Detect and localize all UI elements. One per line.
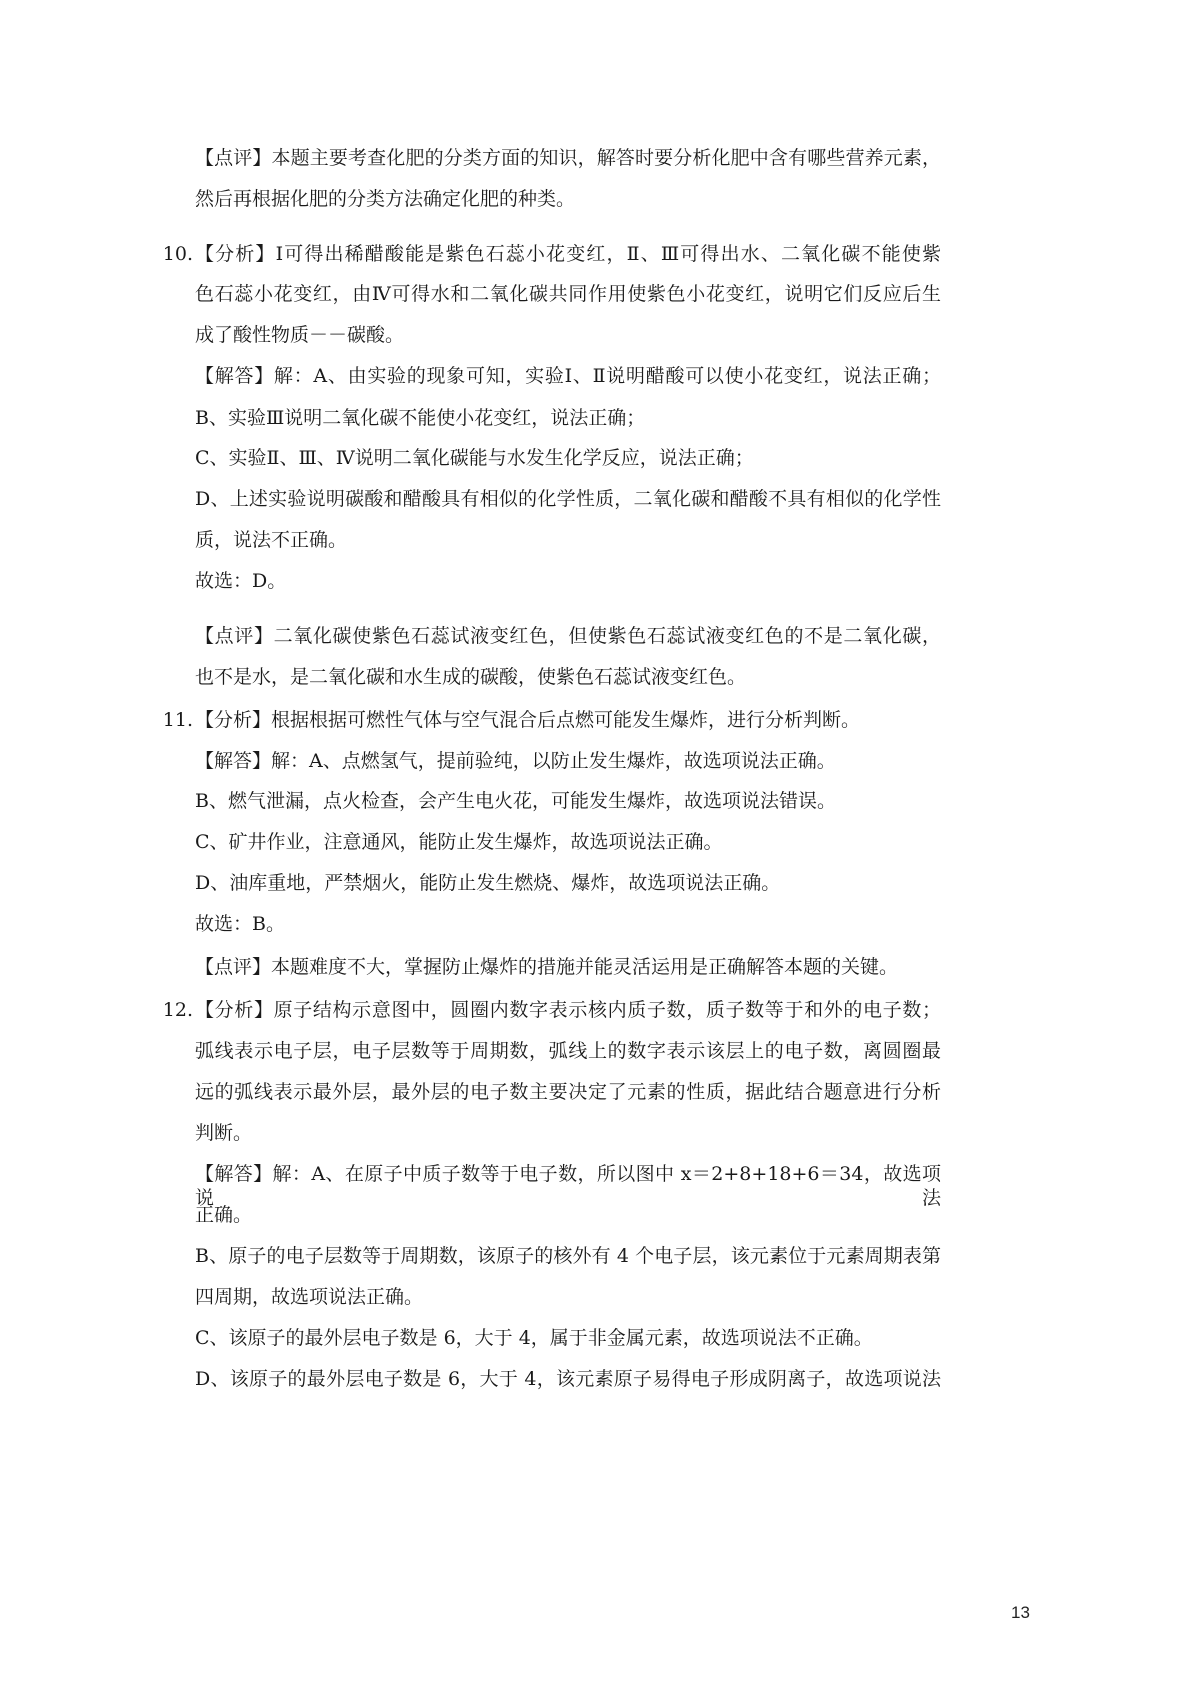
line-text: 故选：D。 <box>195 570 287 592</box>
line-text: C、实验Ⅱ、Ⅲ、Ⅳ说明二氧化碳能与水发生化学反应，说法正确； <box>195 447 754 469</box>
text-line <box>195 871 780 895</box>
text-line <box>195 569 286 593</box>
line-text: C、矿井作业，注意通风，能防止发生爆炸，故选项说法正确。 <box>195 831 723 853</box>
text-line <box>195 1121 252 1145</box>
text-line <box>195 665 746 689</box>
line-text: 【点评】本题主要考查化肥的分类方面的知识，解答时要分析化肥中含有哪些营养元素， <box>195 147 941 169</box>
text-line <box>195 446 754 470</box>
line-text: 也不是水，是二氧化碳和水生成的碳酸，使紫色石蕊试液变红色。 <box>195 666 747 688</box>
question-number: 10. <box>162 243 193 265</box>
line-text: D、该原子的最外层电子数是 6，大于 4，该元素原子易得电子形成阴离子，故选项说法 <box>195 1368 941 1390</box>
text-line <box>195 364 941 388</box>
line-text: 【点评】本题难度不大，掌握防止爆炸的措施并能灵活运用是正确解答本题的关键。 <box>195 956 899 978</box>
text-line <box>195 487 941 511</box>
text-line <box>195 1244 941 1268</box>
text-line <box>195 912 285 936</box>
question-number: 12. <box>162 999 193 1021</box>
text-line <box>195 282 941 306</box>
text-line <box>195 1285 423 1309</box>
line-text: 【点评】二氧化碳使紫色石蕊试液变红色，但使紫色石蕊试液变红色的不是二氧化碳， <box>195 625 941 647</box>
line-text: 【解答】解：A、在原子中质子数等于电子数，所以图中 x＝2+8+18+6＝34，故选项说法 <box>195 1163 941 1209</box>
line-text: 判断。 <box>195 1122 253 1144</box>
text-line <box>195 749 836 773</box>
line-text: 【分析】Ⅰ可得出稀醋酸能是紫色石蕊小花变红，Ⅱ、Ⅲ可得出水、二氧化碳不能使紫 <box>195 243 941 265</box>
line-text: 质，说法不正确。 <box>195 529 348 551</box>
line-text: 【解答】解：A、由实验的现象可知，实验Ⅰ、Ⅱ说明醋酸可以使小花变红，说法正确； <box>195 365 941 387</box>
text-line <box>195 1203 252 1227</box>
line-text: 【解答】解：A、点燃氢气，提前验纯，以防止发生爆炸，故选项说法正确。 <box>195 750 836 772</box>
line-text: B、燃气泄漏，点火检查，会产生电火花，可能发生爆炸，故选项说法错误。 <box>195 790 836 812</box>
text-line <box>195 1162 941 1209</box>
text-line <box>162 242 941 266</box>
line-text: 【分析】原子结构示意图中，圆圈内数字表示核内质子数，质子数等于和外的电子数； <box>195 999 941 1021</box>
line-text: B、实验Ⅲ说明二氧化碳不能使小花变红，说法正确； <box>195 407 646 429</box>
text-line <box>195 323 404 347</box>
line-text: C、该原子的最外层电子数是 6，大于 4，属于非金属元素，故选项说法不正确。 <box>195 1327 873 1349</box>
text-line <box>195 624 941 648</box>
text-line <box>195 146 941 170</box>
text-line <box>195 830 723 854</box>
text-line <box>162 708 861 732</box>
line-text: D、油库重地，严禁烟火，能防止发生燃烧、爆炸，故选项说法正确。 <box>195 872 781 894</box>
line-text: B、原子的电子层数等于周期数，该原子的核外有 4 个电子层，该元素位于元素周期表第 <box>195 1245 941 1267</box>
text-line <box>195 789 836 813</box>
line-text: 色石蕊小花变红，由Ⅳ可得水和二氧化碳共同作用使紫色小花变红，说明它们反应后生 <box>195 283 941 305</box>
text-line <box>195 1367 941 1391</box>
question-number: 11. <box>162 709 193 731</box>
text-line <box>162 998 941 1022</box>
text-line <box>195 1080 941 1104</box>
line-text: 【分析】根据根据可燃性气体与空气混合后点燃可能发生爆炸，进行分析判断。 <box>195 709 861 731</box>
text-line <box>195 406 645 430</box>
line-text: 成了酸性物质－－碳酸。 <box>195 324 405 346</box>
text-line <box>195 1326 873 1350</box>
text-line <box>195 955 898 979</box>
text-line <box>195 1039 941 1063</box>
page-number: 13 <box>1011 1603 1030 1622</box>
text-line <box>195 187 575 211</box>
line-text: 四周期，故选项说法正确。 <box>195 1286 424 1308</box>
line-text: 正确。 <box>195 1204 253 1226</box>
line-text: 然后再根据化肥的分类方法确定化肥的种类。 <box>195 188 576 210</box>
line-text: D、上述实验说明碳酸和醋酸具有相似的化学性质，二氧化碳和醋酸不具有相似的化学性 <box>195 488 941 510</box>
text-line <box>195 528 347 552</box>
line-text: 弧线表示电子层，电子层数等于周期数，弧线上的数字表示该层上的电子数，离圆圈最 <box>195 1040 941 1062</box>
line-text: 远的弧线表示最外层，最外层的电子数主要决定了元素的性质，据此结合题意进行分析 <box>195 1081 941 1103</box>
line-text: 故选：B。 <box>195 913 285 935</box>
